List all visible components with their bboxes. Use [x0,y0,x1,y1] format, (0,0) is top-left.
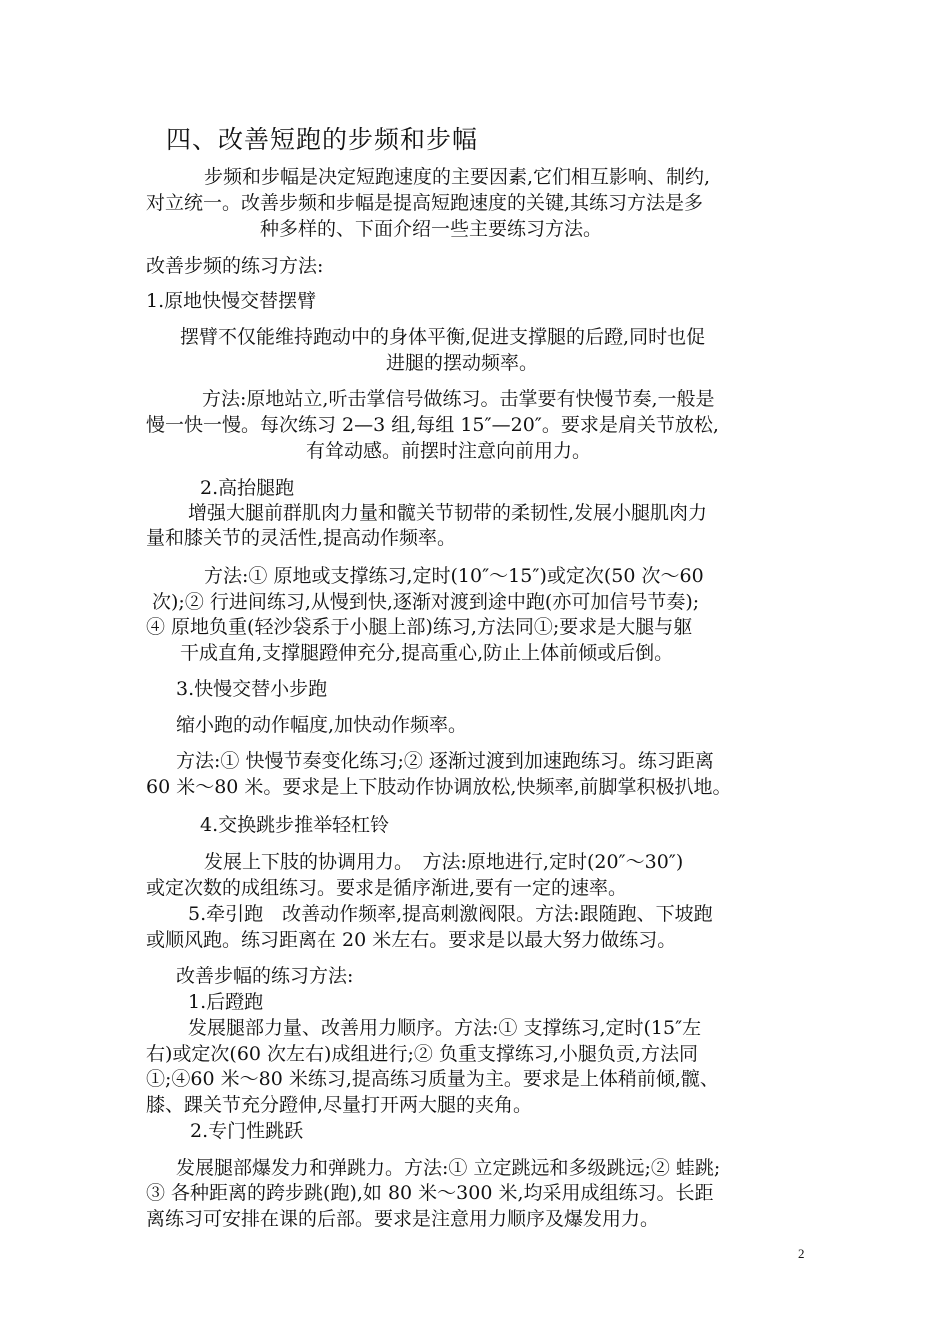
text-line: 方法:原地站立,听击掌信号做练习。击掌要有快慢节奏,一般是 [202,388,715,410]
text-line: ④ 原地负重(轻沙袋系于小腿上部)练习,方法同①;要求是大腿与躯 [146,616,693,638]
section-heading: 四、改善短跑的步频和步幅 [166,125,479,154]
text-line: 发展上下肢的协调用力。 方法:原地进行,定时(20″～30″) [204,851,684,873]
text-line: 改善步频的练习方法: [146,255,324,277]
text-line: 步频和步幅是决定短跑速度的主要因素,它们相互影响、制约, [204,166,711,188]
text-line: 摆臂不仅能维持跑动中的身体平衡,促进支撑腿的后蹬,同时也促 [180,326,706,348]
text-line: ③ 各种距离的跨步跳(跑),如 80 米～300 米,均采用成组练习。长距 [146,1182,714,1204]
text-line: 发展腿部爆发力和弹跳力。方法:① 立定跳远和多级跳远;② 蛙跳; [176,1157,721,1179]
text-line: 对立统一。改善步频和步幅是提高短跑速度的关键,其练习方法是多 [146,192,704,214]
text-line: 2.高抬腿跑 [200,477,295,499]
text-line: 4.交换跳步推举轻杠铃 [200,814,390,836]
text-line: ①;④60 米～80 米练习,提高练习质量为主。要求是上体稍前倾,髋、 [146,1068,719,1090]
text-line: 或顺风跑。练习距离在 20 米左右。要求是以最大努力做练习。 [146,929,677,951]
text-line: 膝、踝关节充分蹬伸,尽量打开两大腿的夹角。 [146,1094,533,1116]
text-line: 种多样的、下面介绍一些主要练习方法。 [260,218,603,240]
text-line: 方法:① 快慢节奏变化练习;② 逐渐过渡到加速跑练习。练习距离 [176,750,714,772]
page-number: 2 [798,1246,805,1261]
text-line: 方法:① 原地或支撑练习,定时(10″～15″)或定次(50 次～60 [204,565,704,587]
text-line: 增强大腿前群肌肉力量和髋关节韧带的柔韧性,发展小腿肌肉力 [188,502,708,524]
text-line: 3.快慢交替小步跑 [176,678,328,700]
text-line: 60 米～80 米。要求是上下肢动作协调放松,快频率,前脚掌积极扒地。 [146,776,732,798]
text-line: 缩小跑的动作幅度,加快动作频率。 [176,714,468,736]
text-line: 右)或定次(60 次左右)成组进行;② 负重支撑练习,小腿负贡,方法同 [146,1043,698,1065]
text-line: 5.牵引跑 改善动作频率,提高刺激阀限。方法:跟随跑、下坡跑 [188,903,713,925]
text-line: 进腿的摆动频率。 [386,352,539,374]
text-line: 次);② 行进间练习,从慢到快,逐渐对渡到途中跑(亦可加信号节奏); [152,591,700,613]
text-line: 1.后蹬跑 [188,991,264,1013]
text-line: 2.专门性跳跃 [190,1120,304,1142]
text-line: 改善步幅的练习方法: [176,965,354,987]
text-line: 慢一快一慢。每次练习 2—3 组,每组 15″—20″。要求是肩关节放松, [146,414,719,436]
text-line: 1.原地快慢交替摆臂 [146,290,317,312]
text-line: 离练习可安排在课的后部。要求是注意用力顺序及爆发用力。 [146,1208,660,1230]
text-line: 量和膝关节的灵活性,提高动作频率。 [146,527,457,549]
text-line: 发展腿部力量、改善用力顺序。方法:① 支撑练习,定时(15″左 [188,1017,702,1039]
text-line: 或定次数的成组练习。要求是循序渐进,要有一定的速率。 [146,877,628,899]
text-line: 干成直角,支撑腿蹬伸充分,提高重心,防止上体前倾或后倒。 [180,642,674,664]
text-line: 有耸动感。前摆时注意向前用力。 [306,440,592,462]
